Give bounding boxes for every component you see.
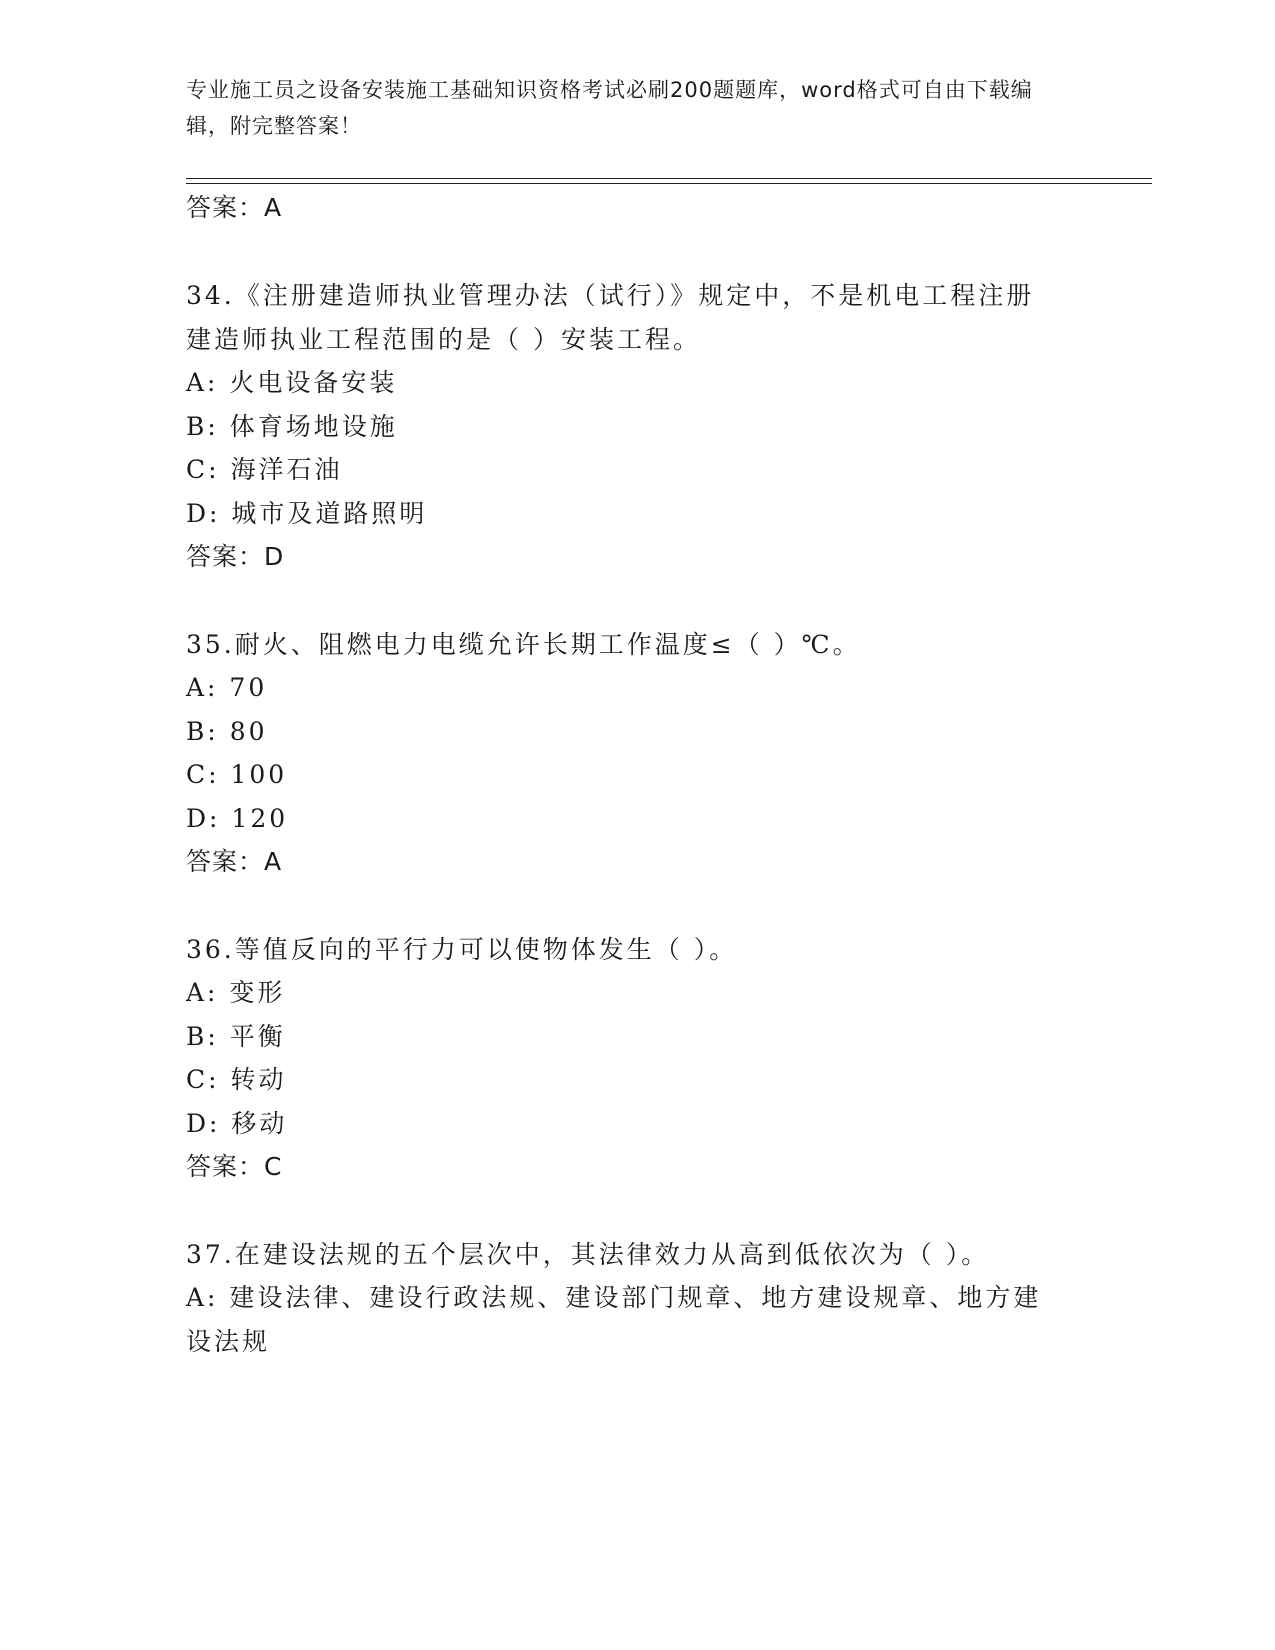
question-36-option-c: C: 转动 xyxy=(186,1065,287,1094)
question-35-answer: 答案：A xyxy=(186,847,283,876)
question-36-option-a: A: 变形 xyxy=(186,978,286,1007)
header-rule-bottom xyxy=(186,183,1152,184)
header-rule-top xyxy=(186,178,1152,179)
document-header: 专业施工员之设备安装施工基础知识资格考试必刷200题题库，word格式可自由下载编辑，附完整答案！ xyxy=(186,78,1033,138)
question-37-option-a: A: 建设法律、建设行政法规、建设部门规章、地方建设规章、地方建 xyxy=(186,1283,1042,1312)
question-34-option-a: A: 火电设备安装 xyxy=(186,368,398,397)
answer-line: 答案：A xyxy=(186,193,283,222)
question-37-option-a-continued: 设法规 xyxy=(186,1327,271,1356)
question-34-text-line2: 建造师执业工程范围的是（ ）安装工程。 xyxy=(186,325,701,354)
question-35-option-c: C: 100 xyxy=(186,760,288,789)
question-37-text: 37.在建设法规的五个层次中，其法律效力从高到低依次为（ ）。 xyxy=(186,1240,990,1269)
question-35-text: 35.耐火、阻燃电力电缆允许长期工作温度≤（ ）℃。 xyxy=(186,630,861,659)
question-35-option-a: A: 70 xyxy=(186,673,268,702)
question-34-text-line1: 34.《注册建造师执业管理办法（试行）》规定中，不是机电工程注册 xyxy=(186,281,1035,310)
question-34-option-c: C: 海洋石油 xyxy=(186,455,343,484)
question-34-option-d: D: 城市及道路照明 xyxy=(186,499,428,528)
question-36-answer: 答案：C xyxy=(186,1152,283,1181)
question-36-text: 36.等值反向的平行力可以使物体发生（ ）。 xyxy=(186,935,738,964)
question-36-option-d: D: 移动 xyxy=(186,1109,288,1138)
question-34-answer: 答案：D xyxy=(186,542,285,571)
question-34-option-b: B: 体育场地设施 xyxy=(186,412,398,441)
question-36-option-b: B: 平衡 xyxy=(186,1022,286,1051)
question-35-option-b: B: 80 xyxy=(186,717,268,746)
question-35-option-d: D: 120 xyxy=(186,804,289,833)
